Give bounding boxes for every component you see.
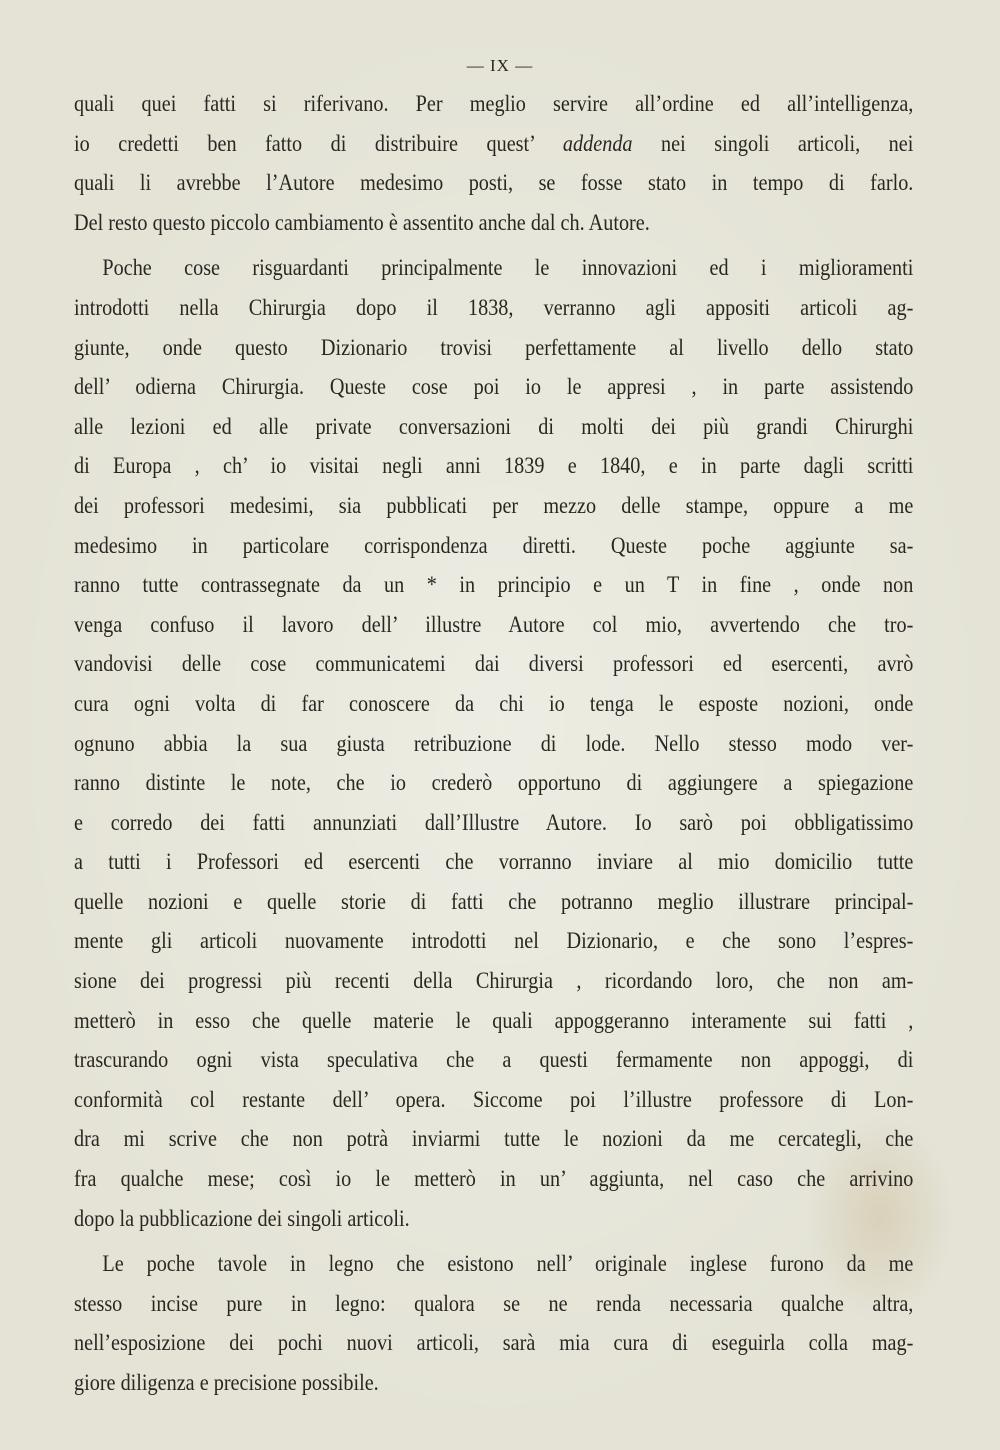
page-number-header: — IX —	[466, 56, 534, 75]
body-text	[74, 85, 914, 1404]
text-line: a tutti i Professori ed esercenti che vorranno inviare al mio domicilio tutte	[74, 849, 914, 876]
text-line: introdotti nella Chirurgia dopo il 1838, verranno agli appositi articoli ag-	[74, 294, 914, 321]
text-line: dopo la pubblicazione dei singoli articoli.	[74, 1205, 410, 1232]
text-line: cura ogni volta di far conoscere da chi io tenga le esposte nozioni, onde	[74, 690, 914, 717]
text-line: quali quei fatti si riferivano. Per meglio servire all’ordine ed all’intelligenza,	[74, 91, 914, 117]
text-line: trascurando ogni vista speculativa che a questi fermamente non appoggi, di	[74, 1047, 914, 1074]
text-line: giunte, onde questo Dizionario trovisi perfettamente al livello dello stato	[74, 334, 914, 361]
text-line: dei professori medesimi, sia pubblicati per mezzo delle stampe, oppure a me	[74, 492, 914, 519]
text-line: dra mi scrive che non potrà inviarmi tutte le nozioni da me cercategli, che	[74, 1126, 914, 1153]
text-line: quelle nozioni e quelle storie di fatti che potranno meglio illustrare principal-	[74, 888, 914, 915]
text-line: vandovisi delle cose communicatemi dai diversi professori ed esercenti, avrò	[74, 651, 914, 678]
paragraph	[74, 1245, 914, 1403]
text-line: Del resto questo piccolo cambiamento è assentito anche dal ch. Autore.	[74, 209, 650, 236]
text-line: fra qualche mese; così io le metterò in un’ aggiunta, nel caso che arrivino	[74, 1166, 914, 1193]
text-line: mente gli articoli nuovamente introdotti nel Dizionario, e che sono l’espres-	[74, 928, 914, 955]
italic-term: addenda	[562, 130, 633, 157]
text-line: Le poche tavole in legno che esistono nell’ originale inglese furono da me	[102, 1251, 914, 1278]
text-line: alle lezioni ed alle private conversazioni di molti dei più grandi Chirurghi	[74, 413, 914, 440]
text-line: giore diligenza e precisione possibile.	[74, 1370, 379, 1396]
text-line: e corredo dei fatti annunziati dall’Illustre Autore. Io sarò poi obbligatissimo	[74, 809, 914, 836]
text-line: stesso incise pure in legno: qualora se ne renda necessaria qualche altra,	[74, 1290, 914, 1317]
text-line: conformità col restante dell’ opera. Siccome poi l’illustre professore di Lon-	[74, 1086, 914, 1113]
text-line: medesimo in particolare corrispondenza diretti. Queste poche aggiunte sa-	[74, 532, 914, 559]
text-line: ognuno abbia la sua giusta retribuzione di lode. Nello stesso modo ver-	[74, 730, 914, 757]
paragraph	[74, 249, 914, 1239]
text-line: Poche cose risguardanti principalmente le innovazioni ed i miglioramenti	[102, 255, 914, 282]
text-line: di Europa , ch’ io visitai negli anni 1839 e 1840, e in parte dagli scritti	[74, 453, 914, 480]
text-line: venga confuso il lavoro dell’ illustre Autore col mio, avvertendo che tro-	[74, 611, 914, 638]
text-line: io credetti ben fatto di distribuire quest’ addenda nei singoli articoli, nei	[74, 130, 914, 157]
text-line: dell’ odierna Chirurgia. Queste cose poi io le appresi , in parte assistendo	[74, 374, 914, 401]
text-line: quali li avrebbe l’Autore medesimo posti, se fosse stato in tempo di farlo.	[74, 170, 914, 197]
text-line: sione dei progressi più recenti della Chirurgia , ricordando loro, che non am-	[74, 968, 914, 995]
paragraph	[74, 85, 914, 243]
text-line: metterò in esso che quelle materie le quali appoggeranno interamente sui fatti ,	[74, 1007, 914, 1034]
text-line: ranno tutte contrassegnate da un * in principio e un T in fine , onde non	[74, 572, 914, 599]
text-line: ranno distinte le note, che io crederò opportuno di aggiungere a spiegazione	[74, 770, 914, 797]
text-line: nell’esposizione dei pochi nuovi articoli, sarà mia cura di eseguirla colla mag-	[74, 1330, 914, 1357]
